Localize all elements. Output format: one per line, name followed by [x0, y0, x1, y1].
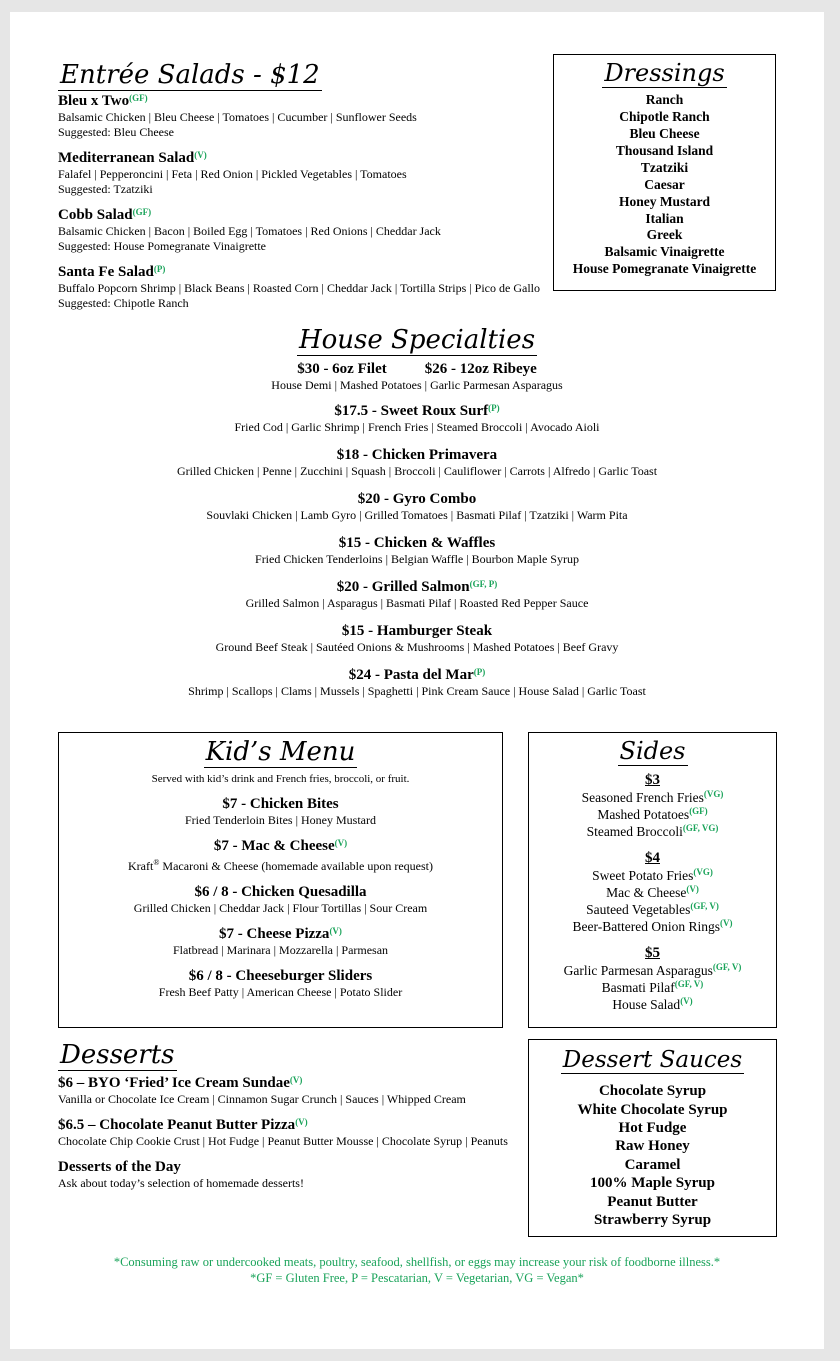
salad-suggested: Suggested: Tzatziki — [58, 182, 153, 197]
salad-name: Mediterranean Salad — [58, 150, 195, 167]
dressing-item: Chipotle Ranch — [619, 109, 710, 125]
specialty-desc: Grilled Salmon | Asparagus | Basmati Pilaf | Roasted Red Pepper Sauce — [245, 596, 589, 611]
salad-suggested: Suggested: Bleu Cheese — [58, 125, 174, 140]
dessert-desc: Vanilla or Chocolate Ice Cream | Cinnamon Sugar Crunch | Sauces | Whipped Cream — [58, 1092, 466, 1107]
kids-desc — [59, 855, 502, 874]
dressing-item: Greek — [646, 227, 683, 243]
sides-group — [529, 772, 776, 840]
specialty-item — [10, 491, 824, 523]
kids-item — [59, 838, 502, 874]
salad-desc: Falafel | Pepperoncini | Feta | Red Onion | Pickled Vegetables | Tomatoes — [58, 167, 407, 182]
sauce-item: Strawberry Syrup — [593, 1211, 712, 1228]
kids-desc: Fresh Beef Patty | American Cheese | Potato Slider — [158, 985, 403, 1000]
dessert-item — [58, 1159, 518, 1191]
kids-name: $6 / 8 - Cheeseburger Sliders — [188, 968, 373, 985]
kids-desc: Grilled Chicken | Cheddar Jack | Flour Tortillas | Sour Cream — [133, 901, 428, 916]
sauce-item: 100% Maple Syrup — [589, 1175, 715, 1192]
kids-desc-text: Macaroni & Cheese (homemade available upon request) — [159, 859, 433, 874]
diet-tag: (GF, V) — [712, 962, 742, 973]
sauce-item: White Chocolate Syrup — [577, 1101, 728, 1118]
specialty-name: $20 - Gyro Combo — [357, 491, 477, 508]
specialties-heading: House Specialties — [298, 325, 536, 355]
dessert-desc: Ask about today’s selection of homemade desserts! — [58, 1176, 304, 1191]
specialty-desc: Shrimp | Scallops | Clams | Mussels | Spaghetti | Pink Cream Sauce | House Salad | Garlic Toast — [188, 684, 646, 699]
specialty-item — [10, 361, 824, 393]
sides-box — [528, 732, 777, 1028]
diet-tag: (GF, P) — [469, 579, 498, 590]
specialty-name: $26 - 12oz Ribeye — [424, 361, 537, 378]
diet-tag: (GF, V) — [690, 901, 719, 912]
side-item — [529, 996, 776, 1013]
salad-suggested: Suggested: House Pomegranate Vinaigrette — [58, 239, 267, 254]
specialty-item — [10, 403, 824, 435]
salad-desc: Balsamic Chicken | Bleu Cheese | Tomatoes | Cucumber | Sunflower Seeds — [58, 110, 417, 125]
specialty-item — [10, 623, 824, 655]
kids-name: $7 - Mac & Cheese — [213, 838, 335, 855]
side-item — [529, 979, 776, 996]
side-item — [529, 884, 776, 901]
side-name: House Salad — [612, 997, 681, 1013]
dressing-item: Thousand Island — [615, 142, 714, 158]
sides-group — [529, 850, 776, 935]
diet-tag: (P) — [488, 403, 500, 414]
dessert-name: $6 – BYO ‘Fried’ Ice Cream Sundae — [58, 1075, 290, 1092]
specialty-desc: Souvlaki Chicken | Lamb Gyro | Grilled Tomatoes | Basmati Pilaf | Tzatziki | Warm Pita — [206, 508, 628, 523]
kids-heading: Kid’s Menu — [205, 737, 356, 767]
diet-tag: (GF) — [132, 207, 152, 218]
sauces-list — [529, 1082, 776, 1229]
footer-notes — [10, 1254, 824, 1286]
food-safety-notice: *Consuming raw or undercooked meats, poultry, seafood, shellfish, or eggs may increase your risk of foodborne illness.* — [113, 1255, 721, 1269]
sides-heading: Sides — [619, 737, 686, 765]
salad-desc: Balsamic Chicken | Bacon | Boiled Egg | Tomatoes | Red Onions | Cheddar Jack — [58, 224, 441, 239]
specialty-item — [10, 667, 824, 699]
specialty-desc: Grilled Chicken | Penne | Zucchini | Squash | Broccoli | Cauliflower | Carrots | Alfredo | Garlic Toast — [176, 464, 658, 479]
sauce-item: Peanut Butter — [607, 1193, 698, 1210]
kids-item — [59, 796, 502, 828]
desserts-heading: Desserts — [60, 1040, 175, 1070]
side-name: Sauteed Vegetables — [586, 902, 691, 918]
specialty-name: $17.5 - Sweet Roux Surf — [334, 403, 489, 420]
dessert-name: Desserts of the Day — [58, 1159, 181, 1176]
diet-tag: (VG) — [703, 789, 724, 800]
diet-legend: *GF = Gluten Free, P = Pescatarian, V = Vegetarian, VG = Vegan* — [250, 1271, 584, 1285]
dessert-name: $6.5 – Chocolate Peanut Butter Pizza — [58, 1117, 296, 1134]
dressing-item: Bleu Cheese — [629, 126, 700, 141]
dessert-sauces-box — [528, 1039, 777, 1237]
dessert-desc: Chocolate Chip Cookie Crust | Hot Fudge | Peanut Butter Mousse | Chocolate Syrup | Peanuts — [58, 1134, 508, 1149]
kids-name: $6 / 8 - Chicken Quesadilla — [194, 884, 367, 901]
sides-price: $4 — [645, 850, 660, 867]
diet-tag: (GF) — [689, 806, 708, 817]
salad-name: Cobb Salad — [58, 207, 133, 224]
specialty-name: $20 - Grilled Salmon — [336, 579, 470, 596]
side-item — [529, 962, 776, 979]
side-item — [529, 823, 776, 840]
diet-tag: (V) — [719, 918, 733, 929]
dressing-item: Caesar — [644, 176, 685, 192]
sauce-item: Caramel — [624, 1156, 681, 1173]
diet-tag: (V) — [329, 926, 342, 937]
diet-tag: (VG) — [693, 867, 713, 878]
salad-item — [58, 150, 578, 197]
diet-tag: (V) — [194, 150, 207, 161]
side-item — [529, 806, 776, 823]
diet-tag: (P) — [153, 264, 166, 275]
kids-item — [59, 968, 502, 1000]
specialty-desc: Ground Beef Steak | Sautéed Onions & Mushrooms | Mashed Potatoes | Beef Gravy — [215, 640, 619, 655]
specialty-name: $15 - Hamburger Steak — [341, 623, 493, 640]
dressings-heading: Dressings — [604, 59, 725, 87]
kids-name: $7 - Cheese Pizza — [219, 926, 330, 943]
dressings-box — [553, 54, 776, 291]
salad-name: Bleu x Two — [58, 93, 130, 110]
side-name: Sweet Potato Fries — [592, 868, 694, 884]
specialty-desc: House Demi | Mashed Potatoes | Garlic Parmesan Asparagus — [271, 378, 563, 393]
sides-price: $3 — [645, 772, 660, 789]
kids-item — [59, 884, 502, 916]
kids-note: Served with kid’s drink and French fries, broccoli, or fruit. — [151, 773, 410, 786]
salads-section — [58, 62, 578, 321]
diet-tag: (GF, VG) — [682, 823, 719, 834]
side-name: Beer-Battered Onion Rings — [572, 919, 720, 935]
sauces-heading: Dessert Sauces — [562, 1047, 743, 1073]
kids-desc: Fried Tenderloin Bites | Honey Mustard — [185, 813, 376, 828]
sauce-item: Chocolate Syrup — [598, 1083, 707, 1100]
specialty-item — [10, 579, 824, 611]
dessert-item — [58, 1075, 518, 1107]
side-name: Steamed Broccoli — [586, 824, 683, 840]
diet-tag: (GF, V) — [674, 979, 704, 990]
diet-tag: (V) — [289, 1075, 303, 1086]
kids-item — [59, 926, 502, 958]
salad-suggested: Suggested: Chipotle Ranch — [58, 296, 189, 311]
side-name: Mac & Cheese — [606, 885, 687, 901]
side-name: Mashed Potatoes — [597, 807, 690, 823]
sides-price: $5 — [645, 945, 660, 962]
specialty-name: $30 - 6oz Filet — [297, 361, 387, 378]
kids-desc: Flatbread | Marinara | Mozzarella | Parmesan — [172, 943, 389, 958]
menu-page — [10, 12, 824, 1349]
specialty-item — [10, 447, 824, 479]
salad-desc: Buffalo Popcorn Shrimp | Black Beans | Roasted Corn | Cheddar Jack | Tortilla Strips | Pico de Gallo — [58, 281, 540, 296]
side-name: Basmati Pilaf — [601, 980, 675, 996]
diet-tag: (V) — [295, 1117, 308, 1128]
specialty-desc: Fried Cod | Garlic Shrimp | French Fries | Steamed Broccoli | Avocado Aioli — [234, 420, 600, 435]
specialty-name: $24 - Pasta del Mar — [348, 667, 474, 684]
specialty-name: $15 - Chicken & Waffles — [338, 535, 496, 552]
diet-tag: (GF) — [129, 93, 148, 104]
desserts-section — [58, 1042, 518, 1201]
side-item — [529, 901, 776, 918]
side-item — [529, 789, 776, 806]
dressing-item: Italian — [645, 210, 684, 226]
side-item — [529, 867, 776, 884]
dressing-item: Ranch — [645, 92, 684, 108]
salads-heading: Entrée Salads - $12 — [60, 60, 320, 90]
specialty-name: $18 - Chicken Primavera — [336, 447, 498, 464]
sauce-item: Hot Fudge — [618, 1119, 687, 1136]
dessert-item — [58, 1117, 518, 1149]
side-name: Garlic Parmesan Asparagus — [563, 963, 713, 979]
diet-tag: (V) — [680, 996, 693, 1007]
sauce-item: Raw Honey — [615, 1138, 690, 1155]
diet-tag: (P) — [473, 667, 486, 678]
dressing-item: Balsamic Vinaigrette — [604, 244, 725, 260]
dressing-item: Honey Mustard — [618, 193, 711, 209]
registered-mark: ® — [153, 858, 160, 868]
specialties-section — [10, 327, 824, 709]
side-item — [529, 918, 776, 935]
dressing-item: Tzatziki — [640, 159, 689, 175]
kids-desc-brand: Kraft — [128, 859, 154, 874]
kids-menu-box — [58, 732, 503, 1028]
specialty-desc: Fried Chicken Tenderloins | Belgian Waffle | Bourbon Maple Syrup — [255, 552, 579, 567]
dressing-item: House Pomegranate Vinaigrette — [572, 261, 757, 277]
side-name: Seasoned French Fries — [581, 790, 704, 806]
sides-group — [529, 945, 776, 1013]
salad-item — [58, 264, 578, 311]
dressings-list — [554, 92, 775, 278]
diet-tag: (V) — [686, 884, 699, 895]
salad-item — [58, 207, 578, 254]
kids-name: $7 - Chicken Bites — [222, 796, 339, 813]
salad-name: Santa Fe Salad — [58, 264, 154, 281]
salad-item — [58, 93, 578, 140]
specialty-item — [10, 535, 824, 567]
diet-tag: (V) — [334, 838, 348, 849]
